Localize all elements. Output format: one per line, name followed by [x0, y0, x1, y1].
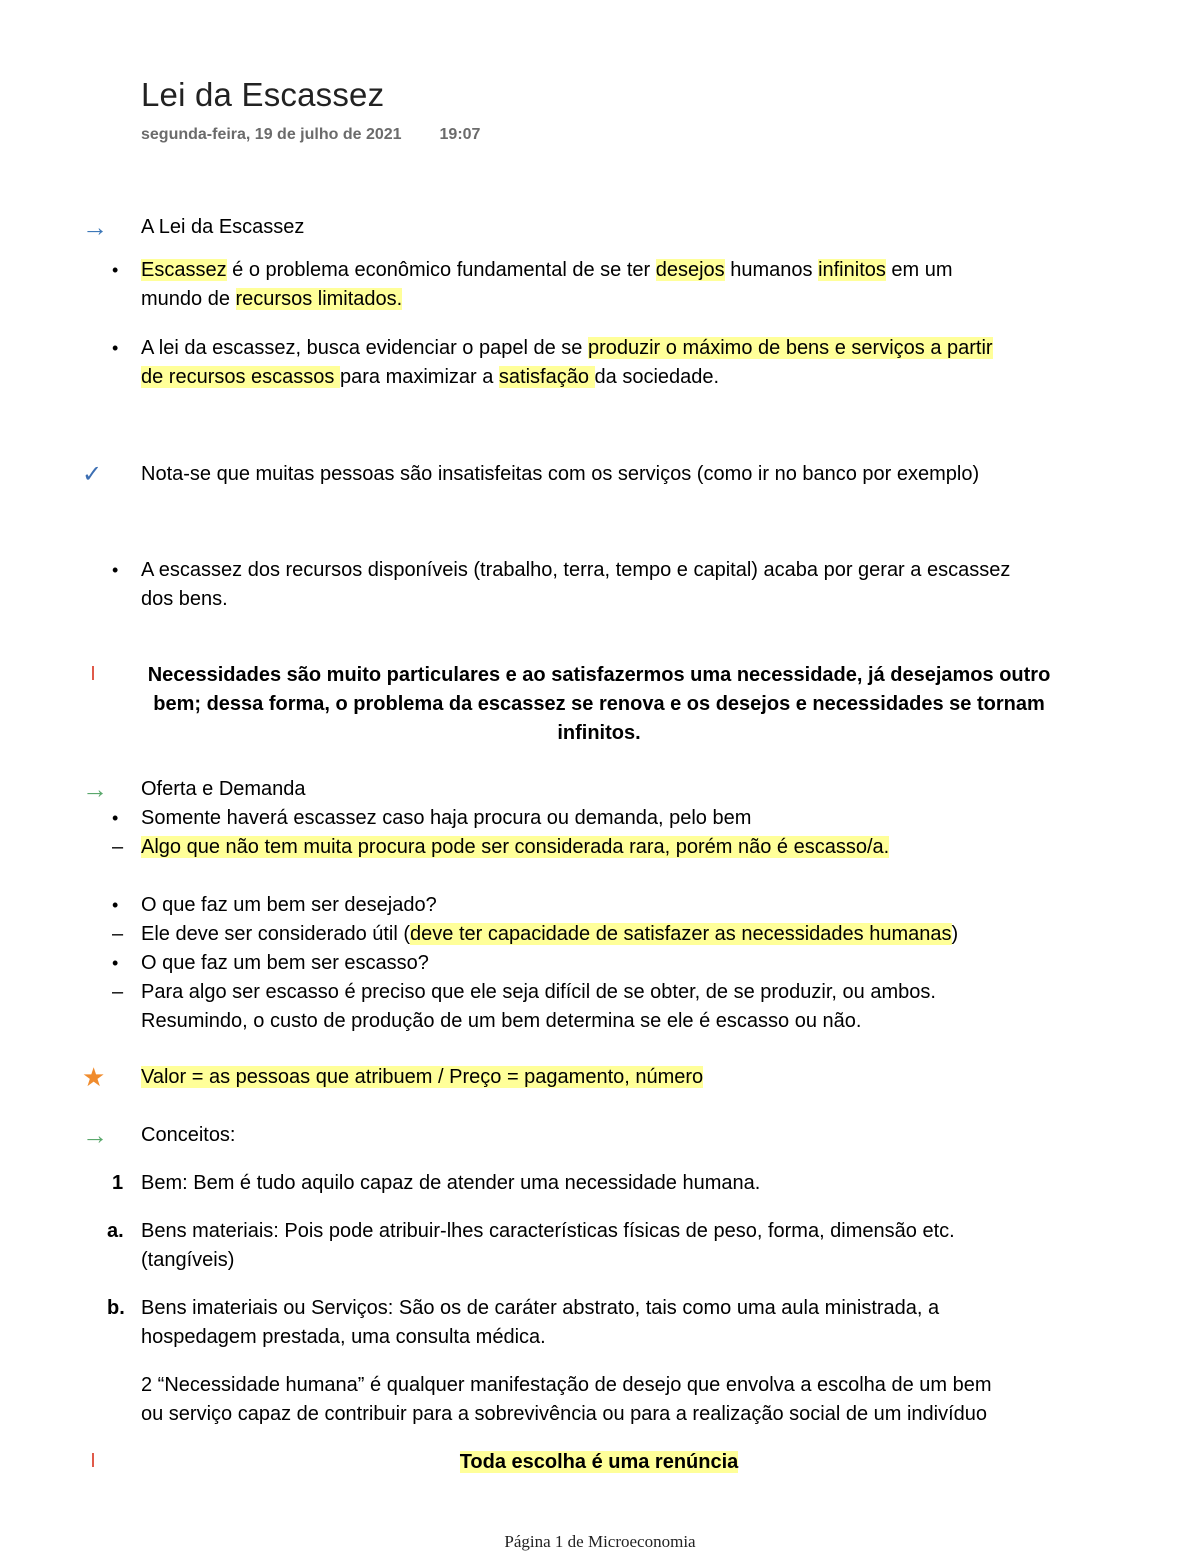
text-run: ) [951, 923, 959, 945]
section-heading-oferta: Oferta e Demanda [141, 778, 306, 800]
list-letter: a. [107, 1220, 124, 1242]
bullet-escassez [141, 256, 953, 285]
highlight-text: produzir o máximo de bens e serviços a partir [587, 337, 993, 359]
important-icon [92, 1453, 94, 1467]
highlight-text: satisfação [498, 366, 595, 388]
text-run: é o problema econômico fundamental de se ter [226, 259, 656, 281]
bullet-desejado: O que faz um bem ser desejado? [141, 894, 437, 916]
note-text: Nota-se que muitas pessoas são insatisfeitas com os serviços (como ir no banco por exemplo) [141, 463, 980, 485]
arrow-icon: → [82, 212, 108, 242]
bullet-icon: • [112, 260, 119, 280]
text-run: em um [885, 259, 953, 281]
bullet-lei [141, 334, 993, 363]
section-heading-conceitos: Conceitos: [141, 1124, 236, 1146]
highlight-text: Toda escolha é uma renúncia [459, 1451, 739, 1473]
page-title: Lei da Escassez [141, 76, 385, 113]
text-run: Ele deve ser considerado útil ( [141, 923, 411, 945]
final-statement [141, 1448, 1057, 1477]
dash-icon: – [112, 836, 124, 858]
page-datetime [141, 126, 480, 144]
needs-line-3: infinitos. [557, 722, 641, 744]
bullet-lei-cont [141, 363, 719, 392]
text-run: A lei da escassez, busca evidenciar o papel de se [141, 337, 588, 359]
item-bem: Bem: Bem é tudo aquilo capaz de atender uma necessidade humana. [141, 1172, 761, 1194]
list-number: 1 [112, 1172, 124, 1194]
page-footer: Página 1 de Microeconomia [504, 1532, 696, 1551]
item-materiais-cont: (tangíveis) [141, 1249, 235, 1271]
arrow-icon: → [82, 774, 108, 804]
dash-dificil: Para algo ser escasso é preciso que ele seja difícil de se obter, de se produzir, ou ambos. [141, 981, 936, 1003]
highlight-text: Algo que não tem muita procura pode ser considerada rara, porém não é escasso/a. [141, 836, 890, 858]
star-icon: ★ [82, 1062, 106, 1092]
valor-line [141, 1063, 703, 1092]
dash-rara [141, 833, 889, 862]
important-icon [92, 666, 94, 680]
dash-icon: – [112, 923, 124, 945]
text-run: mundo de [141, 288, 236, 310]
highlight-text: infinitos [818, 259, 886, 281]
highlight-text: Valor = as pessoas que atribuem / Preço = pagamento, número [141, 1066, 704, 1088]
item-necessidade-cont: ou serviço capaz de contribuir para a sobrevivência ou para a realização social de um indivíduo [141, 1403, 988, 1425]
highlight-text: desejos [655, 259, 725, 281]
needs-line-1: Necessidades são muito particulares e ao satisfazermos uma necessidade, já desejamos outro [147, 664, 1051, 686]
section-heading-lei: A Lei da Escassez [141, 216, 305, 238]
bullet-scarce: A escassez dos recursos disponíveis (trabalho, terra, tempo e capital) acaba por gerar a escassez [141, 559, 1011, 581]
item-materiais: Bens materiais: Pois pode atribuir-lhes características físicas de peso, forma, dimensão etc. [141, 1220, 955, 1242]
bullet-demanda: Somente haverá escassez caso haja procura ou demanda, pelo bem [141, 807, 752, 829]
bullet-scarce-cont: dos bens. [141, 588, 228, 610]
bullet-icon: • [112, 808, 119, 828]
dash-util [141, 920, 958, 949]
bullet-escassez-cont [141, 285, 402, 314]
item-necessidade: 2 “Necessidade humana” é qualquer manifestação de desejo que envolva a escolha de um bem [141, 1374, 992, 1396]
highlight-text: recursos limitados. [235, 288, 403, 310]
bullet-icon: • [112, 953, 119, 973]
needs-line-2: bem; dessa forma, o problema da escassez se renova e os desejos e necessidades se tornam [153, 693, 1045, 715]
highlight-text: deve ter capacidade de satisfazer as necessidades humanas [410, 923, 952, 945]
bullet-icon: • [112, 895, 119, 915]
highlight-text: Escassez [141, 259, 227, 281]
text-run: humanos [724, 259, 819, 281]
highlight-text: de recursos escassos [141, 366, 340, 388]
check-icon: ✓ [82, 461, 103, 488]
item-imateriais: Bens imateriais ou Serviços: São os de caráter abstrato, tais como uma aula ministrada, a [141, 1297, 940, 1319]
bullet-icon: • [112, 338, 119, 358]
dash-icon: – [112, 981, 124, 1003]
dash-dificil-cont: Resumindo, o custo de produção de um bem determina se ele é escasso ou não. [141, 1010, 862, 1032]
page-time: 19:07 [439, 126, 481, 143]
text-run: da sociedade. [594, 366, 720, 388]
list-letter: b. [107, 1297, 125, 1319]
bullet-icon: • [112, 560, 119, 580]
arrow-icon: → [82, 1120, 108, 1150]
item-imateriais-cont: hospedagem prestada, uma consulta médica. [141, 1326, 546, 1348]
text-run: para maximizar a [339, 366, 499, 388]
page-date: segunda-feira, 19 de julho de 2021 [141, 126, 402, 143]
bullet-escasso: O que faz um bem ser escasso? [141, 952, 429, 974]
